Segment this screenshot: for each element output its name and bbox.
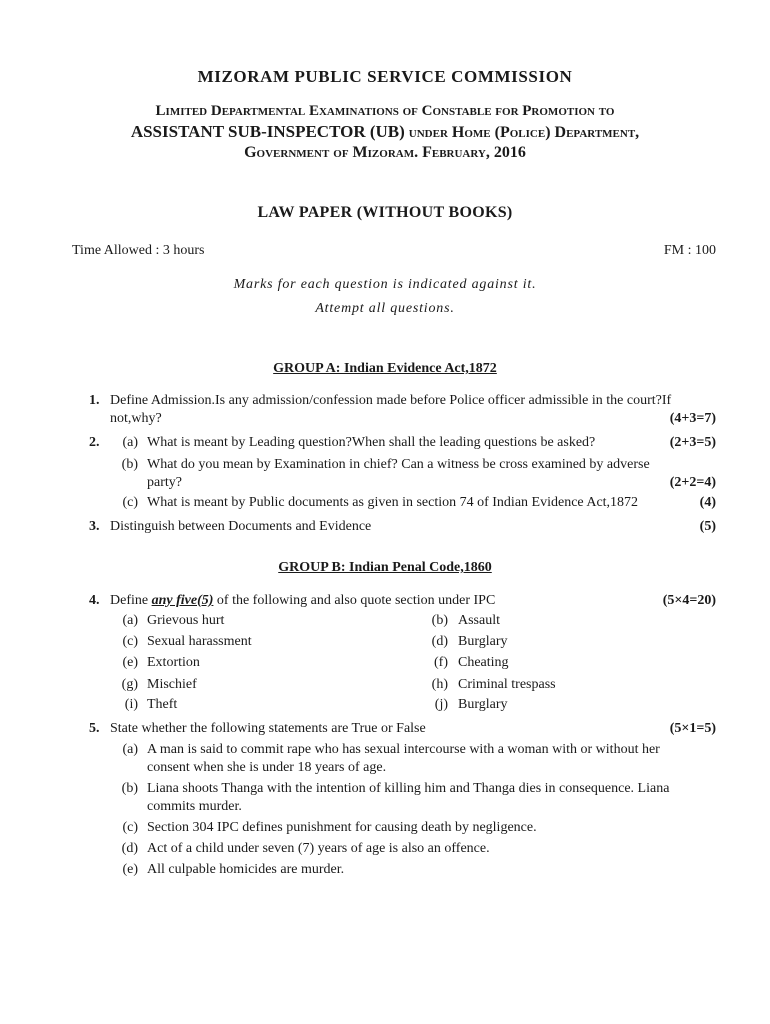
statement-label: (d): [121, 841, 138, 856]
question-number: 1.: [89, 393, 100, 408]
option-text: Assault: [458, 613, 500, 628]
group-b-title: GROUP B: Indian Penal Code,1860: [278, 560, 492, 575]
option-label: (h): [431, 677, 448, 692]
option-text: Extortion: [147, 655, 200, 670]
option-label: (f): [434, 655, 448, 670]
statement-text: Act of a child under seven (7) years of age is also an offence.: [147, 841, 490, 856]
question-text: Define Admission.Is any admission/confession made before Police officer admissible in the court?If: [110, 393, 672, 408]
under-word: under: [404, 124, 452, 141]
option-label: (j): [434, 697, 448, 712]
exam-title-line3: Government of Mizoram. February, 2016: [244, 144, 526, 161]
statement-text: Liana shoots Thanga with the intention of killing him and Thanga dies in consequence. Liana: [147, 781, 670, 796]
question-text-pre: Define: [110, 593, 152, 608]
question-text: [110, 591, 717, 610]
option-text: Criminal trespass: [458, 677, 556, 692]
post-name: ASSISTANT SUB-INSPECTOR (UB): [130, 122, 405, 141]
time-allowed: Time Allowed : 3 hours: [72, 243, 205, 258]
question-number: 4.: [89, 593, 100, 608]
question-marks: (4): [699, 495, 716, 510]
group-a-title: GROUP A: Indian Evidence Act,1872: [273, 361, 497, 376]
sub-question-text: party?: [147, 475, 182, 490]
option-text: Sexual harassment: [147, 634, 252, 649]
option-label: (b): [431, 613, 448, 628]
instruction-attempt: Attempt all questions.: [315, 301, 455, 316]
question-number: 2.: [89, 435, 100, 450]
statement-text: A man is said to commit rape who has sexual intercourse with a woman with or without her: [147, 742, 660, 757]
sub-question-text: What do you mean by Examination in chief? Can a witness be cross examined by adverse: [147, 457, 650, 472]
option-text: Burglary: [458, 634, 508, 649]
statement-text: All culpable homicides are murder.: [147, 862, 345, 877]
statement-text: Section 304 IPC defines punishment for causing death by negligence.: [147, 820, 537, 835]
sub-label: (a): [122, 435, 138, 450]
question-text: State whether the following statements are True or False: [110, 721, 426, 736]
question-marks: (4+3=7): [669, 411, 716, 426]
emphasis-text: any five(5): [151, 593, 214, 608]
department-name: Home (Police) Department,: [451, 124, 640, 141]
instruction-marks: Marks for each question is indicated against it.: [233, 277, 537, 292]
question-text-post: of the following and also quote section under IPC: [213, 593, 496, 608]
option-text: Theft: [147, 697, 178, 712]
organization-title: MIZORAM PUBLIC SERVICE COMMISSION: [197, 67, 573, 86]
statement-label: (a): [122, 742, 138, 757]
sub-question-text: What is meant by Leading question?When shall the leading questions be asked?: [147, 435, 596, 450]
full-marks: FM : 100: [663, 243, 716, 258]
exam-title-line2: [0, 122, 770, 142]
question-text: not,why?: [110, 411, 162, 426]
option-label: (g): [121, 677, 138, 692]
question-marks: (2+3=5): [669, 435, 716, 450]
statement-text: consent when she is under 18 years of age.: [147, 760, 387, 775]
sub-label: (b): [121, 457, 138, 472]
statement-label: (b): [121, 781, 138, 796]
option-text: Mischief: [147, 677, 197, 692]
sub-question-text: What is meant by Public documents as given in section 74 of Indian Evidence Act,1872: [147, 495, 639, 510]
question-marks: (5×1=5): [669, 721, 716, 736]
question-text: Distinguish between Documents and Evidence: [110, 519, 372, 534]
option-label: (a): [122, 613, 138, 628]
option-text: Cheating: [458, 655, 509, 670]
question-marks: (5): [699, 519, 716, 534]
statement-label: (c): [122, 820, 138, 835]
question-marks: (2+2=4): [669, 475, 716, 490]
statement-label: (e): [122, 862, 138, 877]
option-label: (e): [122, 655, 138, 670]
option-text: Grievous hurt: [147, 613, 225, 628]
sub-label: (c): [122, 495, 138, 510]
question-number: 5.: [89, 721, 100, 736]
option-label: (c): [122, 634, 138, 649]
statement-text: commits murder.: [147, 799, 242, 814]
paper-title: LAW PAPER (WITHOUT BOOKS): [257, 204, 513, 221]
exam-title-line1: Limited Departmental Examinations of Constable for Promotion to: [155, 103, 615, 119]
option-text: Burglary: [458, 697, 508, 712]
option-label: (i): [124, 697, 138, 712]
question-marks: (5×4=20): [662, 593, 716, 608]
option-label: (d): [431, 634, 448, 649]
question-number: 3.: [89, 519, 100, 534]
